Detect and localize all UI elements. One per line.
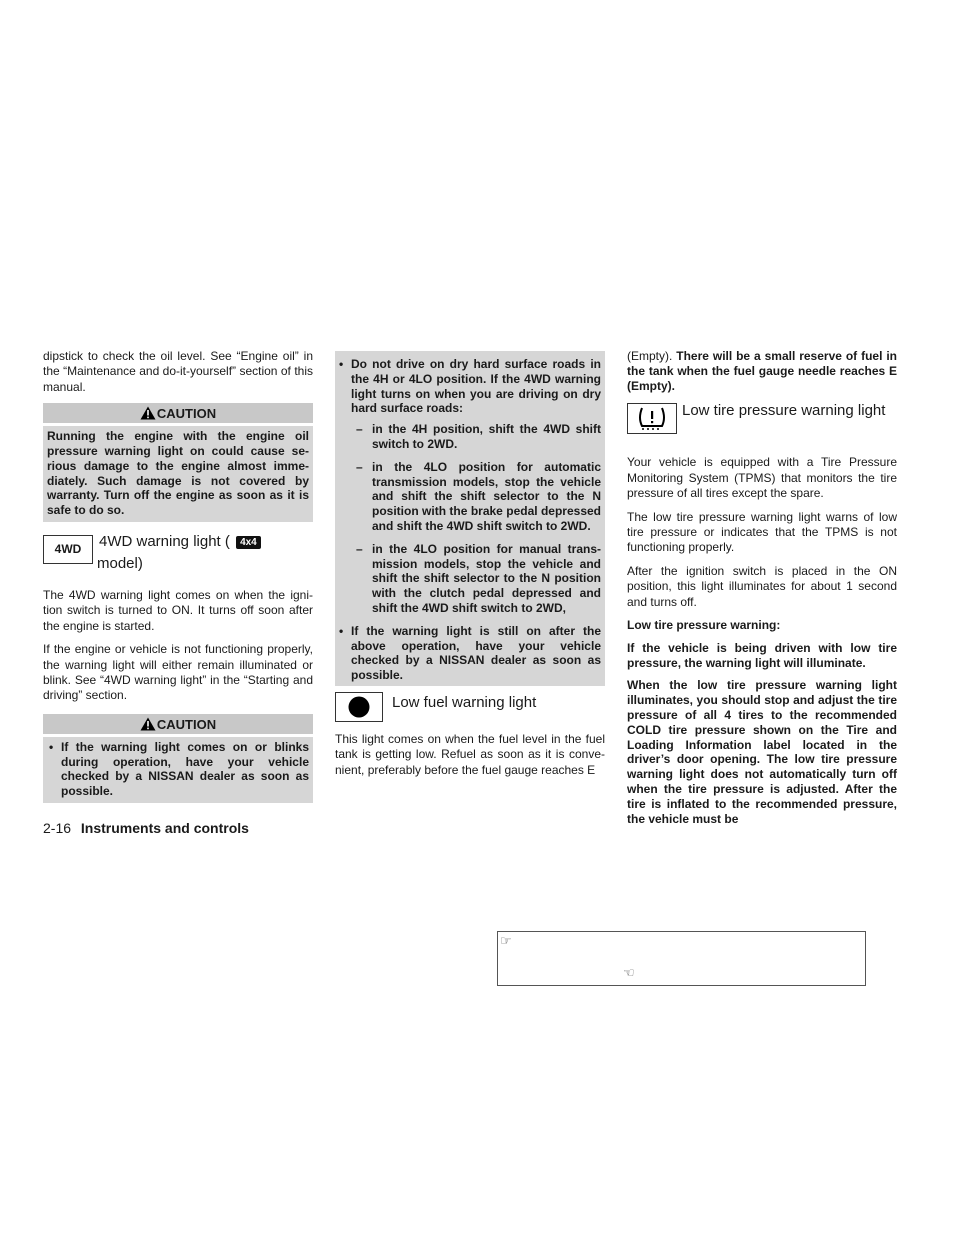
4wd-icon-label: 4WD <box>54 542 82 556</box>
tire-pressure-title: Low tire pressure warning light <box>682 402 886 420</box>
caution-label: CAUTION <box>156 716 217 732</box>
caution-box-oil <box>43 403 313 522</box>
page-number: 2-16 <box>43 820 72 836</box>
tire-pressure-icon <box>627 403 677 434</box>
4wd-warning-heading <box>43 532 313 574</box>
tire-paragraph-3: After the ignition switch is placed in the ON position, this light illuminates for about 1 second and turns off. <box>627 563 897 609</box>
bullet-text: Do not drive on dry hard surface roads in the 4H or 4LO position. If the 4WD warning light turns on when you are driving on dry hard surface roads: <box>351 357 601 416</box>
4wd-paragraph-2: If the engine or vehicle is not functioning properly, the warning light will either remain illuminated or blink. See “4WD warning light” in the “Starting and driving” section. <box>43 642 313 703</box>
low-fuel-icon <box>335 692 383 722</box>
caution-header <box>43 403 313 426</box>
low-fuel-paragraph: This light comes on when the fuel level in the fuel tank is getting low. Refuel as soon as it is convenient, preferably before the fuel gauge reaches E <box>335 731 605 777</box>
warning-triangle-icon <box>140 406 156 420</box>
4wd-caution-continued <box>335 351 605 686</box>
bullet-item: • Do not drive on dry hard surface roads in the 4H or 4LO position. If the 4WD warning light turns on when you are driving on dry hard surface roads: <box>339 357 601 416</box>
tire-paragraph-2: The low tire pressure warning light warns of low tire pressure or indicates that the TPMS is not functioning properly. <box>627 509 897 555</box>
caution-label: CAUTION <box>156 406 217 422</box>
dash-text: in the 4LO position for manual transmission models, stop the vehicle and shift the shift selector to the N position with the clutch pedal depressed and shift the 4WD shift switch to 2WD, <box>372 541 601 615</box>
column-3 <box>627 349 897 834</box>
low-fuel-heading <box>335 692 605 728</box>
caution-bullet: • If the warning light comes on or blinks during operation, have your vehicle checked by a NISSAN dealer as soon as possible. <box>49 739 309 799</box>
4wd-heading-title-model: model) <box>97 555 143 572</box>
bullet-text: If the warning light is still on after the above operation, have your vehicle checked by a NISSAN dealer as soon as possible. <box>351 623 601 683</box>
section-title: Instruments and controls <box>80 820 249 836</box>
dash-item: – in the 4H position, shift the 4WD shift switch to 2WD. <box>356 422 601 451</box>
pointing-hand-icon: ☞ <box>500 933 512 948</box>
column-1 <box>43 349 313 813</box>
column-2 <box>335 351 605 786</box>
page-footer <box>43 820 249 836</box>
caution-body: Running the engine with the engine oil pressure warning light on could cause serious damage to the engine almost immediately. Such damage is not covered by warranty. Turn off the engine as soon as it is safe to do so. <box>47 429 309 518</box>
dash-text: in the 4H position, shift the 4WD shift switch to 2WD. <box>372 422 601 451</box>
reference-box <box>497 931 866 986</box>
tire-bold-paragraph-2: When the low tire pressure warning light illuminates, you should stop and adjust the tire pressure of all 4 tires to the recommended COLD tire pressure shown on the Tire and Loading Information label located in the driver’s door opening. The low tire pressure warning light does not automatically turn off when the tire pressure is adjusted. After the tire is inflated to the recommended pressure, the vehicle must be <box>627 678 897 826</box>
caution-header <box>43 714 313 737</box>
bullet-item: • If the warning light is still on after the above operation, have your vehicle checked by a NISSAN dealer as soon as possible. <box>339 623 601 683</box>
pointing-hand-icon: ☜ <box>623 965 635 980</box>
tire-subheading: Low tire pressure warning: <box>627 618 781 633</box>
fuel-continued-bold: There will be a small reserve of fuel in the tank when the fuel gauge needle reaches E (Empty). <box>627 349 897 393</box>
caution-box-4wd <box>43 714 313 803</box>
4x4-model-icon-label: 4x4 <box>240 537 257 548</box>
4wd-indicator-icon <box>43 535 93 564</box>
tire-paragraph-1: Your vehicle is equipped with a Tire Pressure Monitoring System (TPMS) that monitors the tire pressure of all tires except the spare. <box>627 455 897 501</box>
4wd-heading-title: 4WD warning light ( <box>99 533 230 550</box>
4wd-paragraph-1: The 4WD warning light comes on when the ignition switch is turned to ON. It turns off soon after the engine is started. <box>43 588 313 633</box>
caution-bullet-text: If the warning light comes on or blinks during operation, have your vehicle checked by a NISSAN dealer as soon as possible. <box>61 739 309 799</box>
warning-triangle-icon <box>140 717 156 731</box>
dash-item: – in the 4LO position for manual transmission models, stop the vehicle and shift the shift selector to the N position with the clutch pedal depressed and shift the 4WD shift switch to 2WD, <box>356 541 601 615</box>
intro-paragraph: dipstick to check the oil level. See “Engine oil” in the “Maintenance and do-it-yourself” section of this manual. <box>43 349 313 394</box>
dash-text: in the 4LO position for automatic transmission models, stop the vehicle and shift the shift selector to the N position with the brake pedal depressed and shift the 4WD shift switch to 2WD. <box>372 459 601 533</box>
tire-bold-paragraph-1: If the vehicle is being driven with low tire pressure, the warning light will illuminate. <box>627 640 897 670</box>
dash-item: – in the 4LO position for automatic transmission models, stop the vehicle and shift the shift selector to the N position with the brake pedal depressed and shift the 4WD shift switch to 2WD. <box>356 459 601 533</box>
4x4-model-icon <box>236 536 261 549</box>
tire-pressure-heading <box>627 401 897 443</box>
fuel-continued <box>627 349 897 393</box>
low-fuel-title: Low fuel warning light <box>392 693 537 711</box>
fuel-continued-plain: (Empty). <box>627 349 673 363</box>
